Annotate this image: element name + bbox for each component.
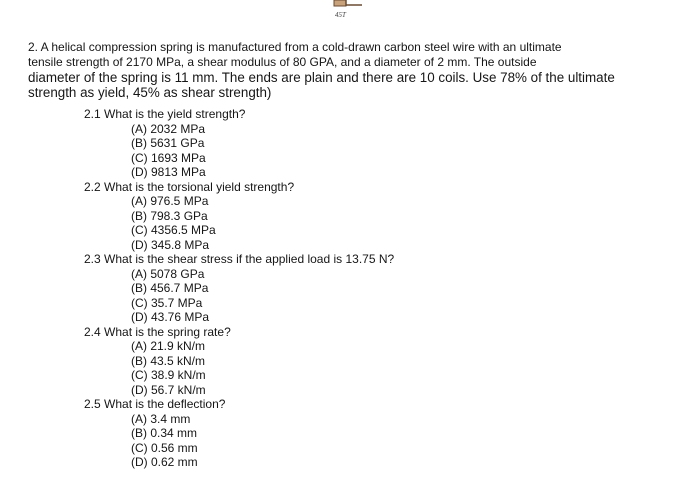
choice-c: (C) 35.7 MPa [131, 295, 203, 310]
choice-b: (B) 456.7 MPa [131, 281, 209, 295]
question-2-4 [84, 325, 644, 398]
choice-b: (B) 5631 GPa [131, 136, 205, 150]
choice-c: (C) 0.56 mm [131, 440, 198, 455]
choice-b: (B) 798.3 GPa [131, 208, 208, 223]
problem-statement [28, 40, 668, 100]
question-2-2 [84, 180, 644, 253]
figure-fragment [320, 0, 380, 24]
choice-list [131, 122, 644, 180]
question-text: 2.5 What is the deflection? [84, 397, 226, 411]
choice-d: (D) 0.62 mm [131, 455, 198, 469]
question-text: 2.2 What is the torsional yield strength? [84, 179, 295, 194]
problem-line: strength as yield, 45% as shear strength) [28, 85, 272, 100]
question-2-5 [84, 397, 644, 470]
question-2-3 [84, 252, 644, 325]
question-text: 2.3 What is the shear stress if the applied load is 13.75 N? [84, 252, 395, 266]
choice-a: (A) 2032 MPa [131, 121, 206, 136]
choice-d: (D) 345.8 MPa [131, 237, 210, 252]
choice-a: (A) 3.4 mm [131, 411, 191, 426]
choice-b: (B) 0.34 mm [131, 426, 198, 440]
choice-a: (A) 21.9 kN/m [131, 339, 206, 353]
choice-c: (C) 4356.5 MPa [131, 223, 216, 237]
choice-list [131, 267, 644, 325]
figure-caption: 45T [335, 11, 346, 19]
choice-a: (A) 976.5 MPa [131, 194, 209, 208]
choice-a: (A) 5078 GPa [131, 266, 205, 281]
choice-c: (C) 1693 MPa [131, 150, 206, 165]
choice-c: (C) 38.9 kN/m [131, 368, 206, 382]
choice-list [131, 339, 644, 397]
question-list [84, 107, 644, 470]
question-text: 2.4 What is the spring rate? [84, 324, 231, 339]
figure-shaded-block [334, 0, 346, 6]
question-text: 2.1 What is the yield strength? [84, 107, 246, 121]
choice-d: (D) 43.76 MPa [131, 310, 210, 324]
choice-list [131, 412, 644, 470]
choice-d: (D) 56.7 kN/m [131, 382, 206, 397]
problem-line: 2. A helical compression spring is manufactured from a cold-drawn carbon steel wire with an ultimate [28, 40, 562, 54]
choice-d: (D) 9813 MPa [131, 165, 206, 179]
problem-line: diameter of the spring is 11 mm. The ends are plain and there are 10 coils. Use 78% of the ultimate [28, 70, 615, 85]
choice-b: (B) 43.5 kN/m [131, 353, 206, 368]
question-2-1 [84, 107, 644, 180]
problem-line: tensile strength of 2170 MPa, a shear modulus of 80 GPA, and a diameter of 2 mm. The outside [28, 55, 537, 69]
choice-list [131, 194, 644, 252]
